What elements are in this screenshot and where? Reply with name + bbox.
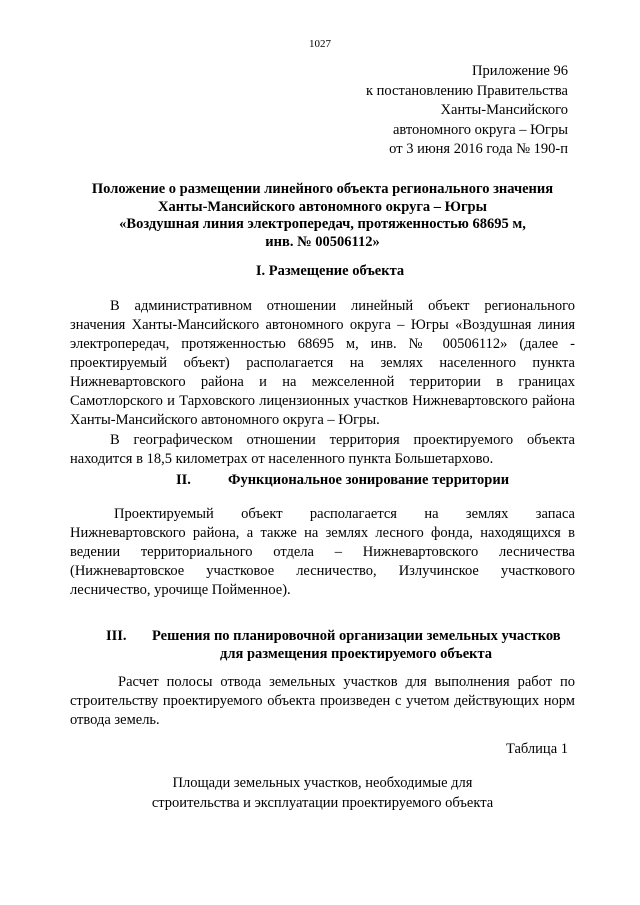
section-2-number: II. [176,472,191,488]
title-line: Положение о размещении линейного объекта регионального значения [91,181,554,197]
title-line: «Воздушная линия электропередач, протяженностью 68695 м, [119,216,526,232]
section-3-title-line-2: для размещения проектируемого объекта [220,646,493,662]
document-title [60,181,585,251]
appendix-line: Ханты-Мансийского [440,102,568,118]
table-caption [70,773,575,813]
section-1-paragraph-1: В административном отношении линейный объект регионального значения Ханты-Мансийского автономного округа – Югры «Воздушная линия электропередач, протяженностью 68695 м, инв. № 00506112» (далее - проектируемый объект) располагается на землях населенного пункта Нижневартовского района и на межселенной территории в границах Самотлорского и Тарховского лицензионных участков Нижневартовского района Ханты-Мансийского автономного округа – Югры. [70,298,575,428]
section-3-paragraph-1: Расчет полосы отвода земельных участков для выполнения работ по строительству проектируемого объекта произведен с учетом действующих норм отвода земель. [70,674,575,728]
appendix-line: автономного округа – Югры [392,121,568,138]
table-label: Таблица 1 [505,741,568,757]
title-line: Ханты-Мансийского автономного округа – Югры [158,198,487,215]
appendix-line: к постановлению Правительства [366,82,568,99]
section-2-heading [176,472,509,489]
caption-line: строительства и эксплуатации проектируемого объекта [151,795,494,811]
caption-line: Площади земельных участков, необходимые для [172,775,473,791]
section-3-title-line-1: Решения по планировочной организации земельных участков [152,628,561,644]
appendix-block [366,62,568,160]
title-line: инв. № 00506112» [265,233,380,250]
section-2-title: Функциональное зонирование территории [228,472,510,488]
appendix-line: от 3 июня 2016 года № 190-п [389,141,568,157]
section-1-paragraph-2: В географическом отношении территория проектируемого объекта находится в 18,5 километрах от населенного пункта Большетархово. [70,432,575,467]
page-number: 1027 [309,38,331,50]
appendix-line: Приложение 96 [472,63,568,79]
section-3-number: III. [106,628,127,644]
section-2-paragraph-1: Проектируемый объект располагается на землях запаса Нижневартовского района, а также на землях лесного фонда, находящихся в ведении территориального отдела – Нижневартовского лесничества (Нижневартовское участковое лесничество, Излучинское участкового лесничество, урочище Пойменное). [70,506,575,598]
section-1-heading: I. Размещение объекта [255,263,405,279]
